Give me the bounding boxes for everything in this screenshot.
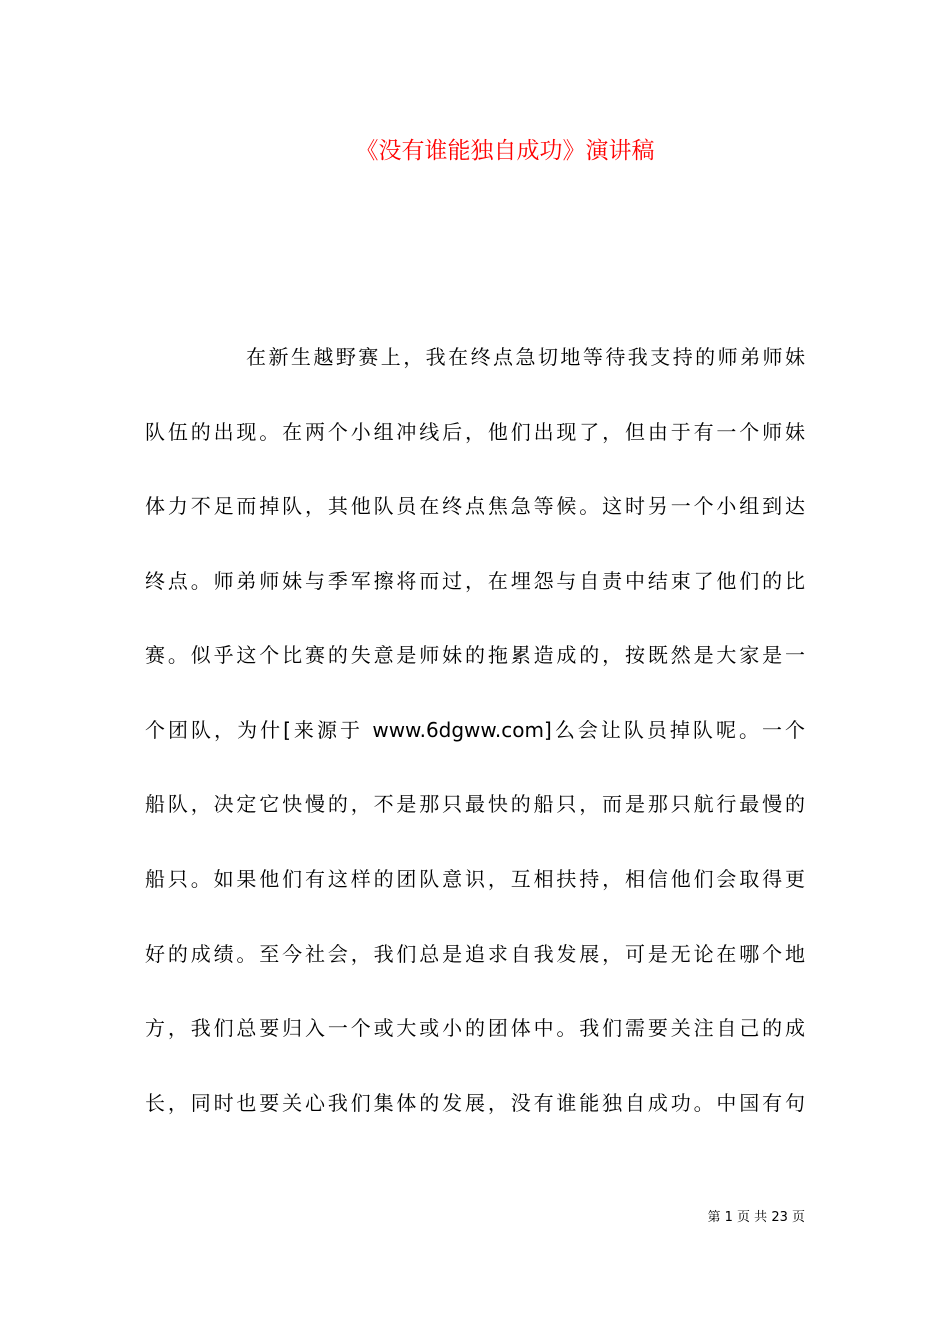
paragraph-line: 长，同时也要关心我们集体的发展，没有谁能独自成功。中国有句 — [145, 1091, 805, 1115]
page-footer: 第 1 页 共 23 页 — [707, 1210, 805, 1225]
paragraph-line: 在新生越野赛上，我在终点急切地等待我支持的师弟师妹 — [246, 345, 805, 369]
paragraph-line: 个团队，为什[来源于 www.6dgww.com]么会让队员掉队呢。一个 — [145, 718, 805, 742]
paragraph-line: 赛。似乎这个比赛的失意是师妹的拖累造成的，按既然是大家是一 — [145, 643, 805, 667]
paragraph-line: 终点。师弟师妹与季军擦将而过，在埋怨与自责中结束了他们的比 — [145, 569, 805, 593]
paragraph-line: 好的成绩。至今社会，我们总是追求自我发展，可是无论在哪个地 — [145, 942, 805, 966]
paragraph-line: 船队，决定它快慢的，不是那只最快的船只，而是那只航行最慢的 — [145, 792, 805, 816]
paragraph-line: 体力不足而掉队，其他队员在终点焦急等候。这时另一个小组到达 — [145, 494, 805, 518]
paragraph-line: 方，我们总要归入一个或大或小的团体中。我们需要关注自己的成 — [145, 1016, 805, 1040]
paragraph-line: 队伍的出现。在两个小组冲线后，他们出现了，但由于有一个师妹 — [145, 420, 805, 444]
paragraph-line: 船只。如果他们有这样的团队意识，互相扶持，相信他们会取得更 — [145, 867, 805, 891]
document-title: 《没有谁能独自成功》演讲稿 — [355, 138, 655, 164]
